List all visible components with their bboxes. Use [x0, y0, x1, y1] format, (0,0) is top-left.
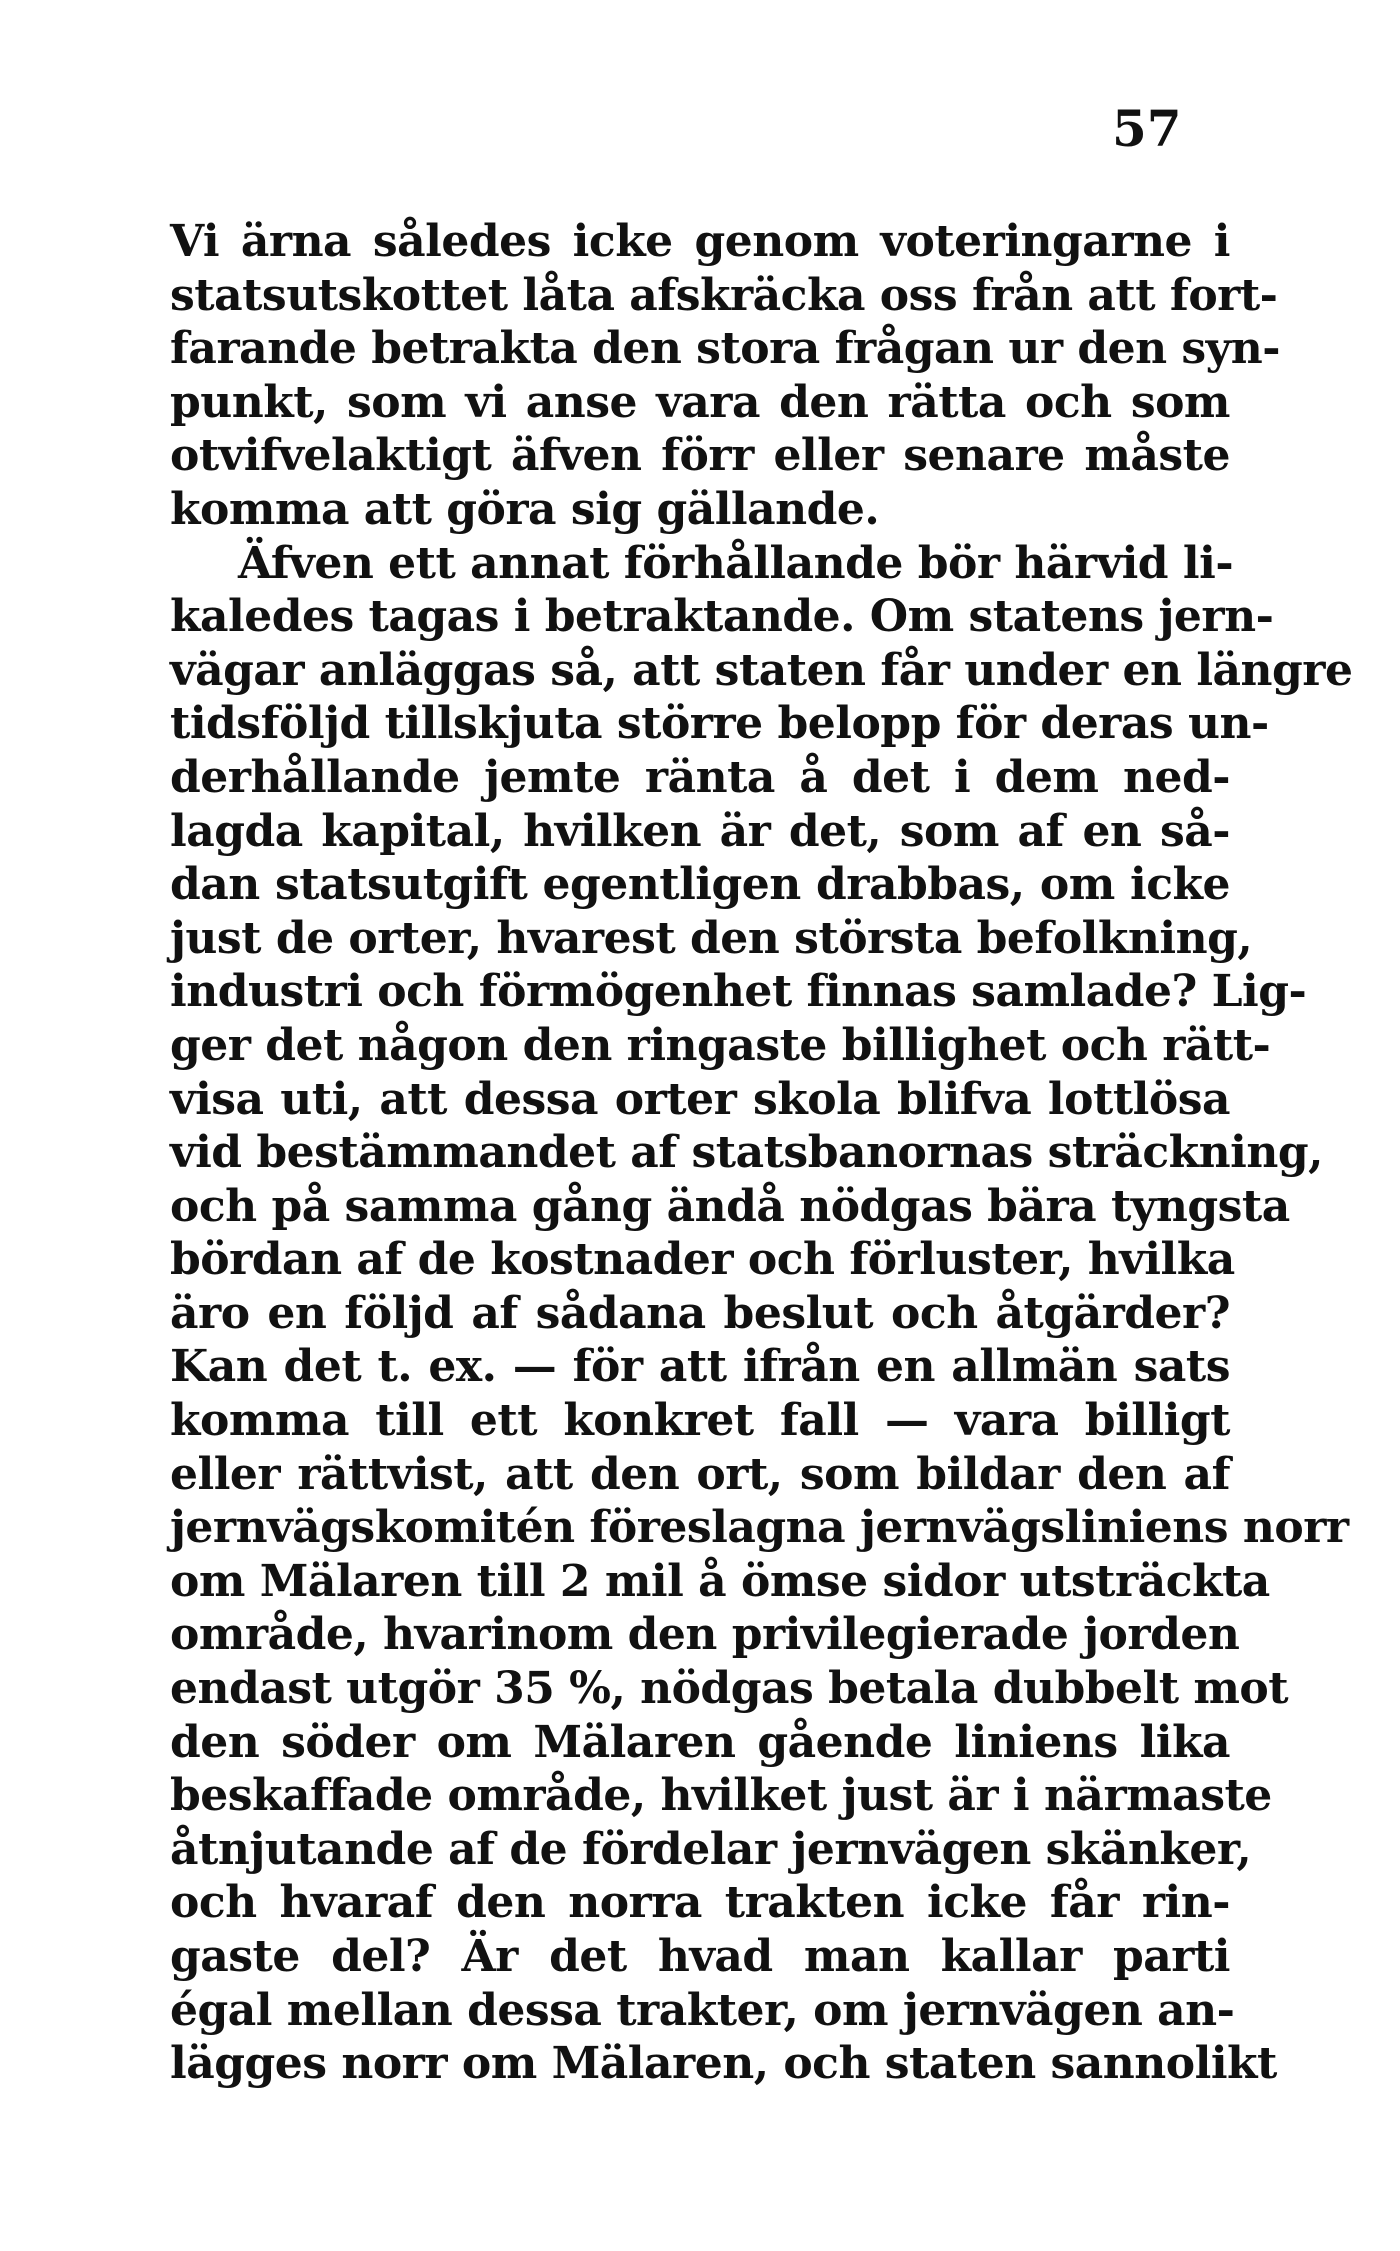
text-line: just de orter, hvarest den största befolkning,: [170, 912, 1253, 964]
text-line: farande betrakta den stora frågan ur den syn-: [170, 323, 1280, 375]
text-line: kaledes tagas i betraktande. Om statens jern-: [170, 591, 1274, 643]
text-line: om Mälaren till 2 mil å ömse sidor utsträckta: [170, 1555, 1270, 1607]
text-line: äro en följd af sådana beslut och åtgärder?: [170, 1287, 1230, 1339]
text-line: komma till ett konkret fall — vara billigt: [170, 1395, 1230, 1447]
text-line: Äfven ett annat förhållande bör härvid li-: [238, 537, 1234, 589]
text-line: vid bestämmandet af statsbanornas sträckning,: [170, 1127, 1323, 1179]
body-text: [170, 215, 1353, 2091]
text-line: ger det någon den ringaste billighet och rätt-: [170, 1019, 1271, 1071]
text-line: égal mellan dessa trakter, om jernvägen an-: [170, 1984, 1235, 2036]
text-line: åtnjutande af de fördelar jernvägen skänker,: [170, 1823, 1252, 1875]
text-line: och på samma gång ändå nödgas bära tyngsta: [170, 1180, 1290, 1232]
text-line: lagda kapital, hvilken är det, som af en så-: [170, 805, 1230, 857]
text-line: komma att göra sig gällande.: [170, 483, 880, 535]
text-line: område, hvarinom den privilegierade jorden: [170, 1609, 1240, 1661]
text-line: endast utgör 35 %, nödgas betala dubbelt mot: [170, 1663, 1289, 1715]
page-number: 57: [1112, 99, 1182, 158]
text-line: statsutskottet låta afskräcka oss från att fort-: [170, 269, 1278, 321]
text-line: Kan det t. ex. — för att ifrån en allmän sats: [170, 1341, 1230, 1393]
text-line: vägar anläggas så, att staten får under en längre: [170, 644, 1353, 696]
text-line: beskaffade område, hvilket just är i närmaste: [170, 1770, 1272, 1822]
text-line: bördan af de kostnader och förluster, hvilka: [170, 1234, 1235, 1286]
text-line: visa uti, att dessa orter skola blifva lottlösa: [170, 1073, 1230, 1125]
text-line: och hvaraf den norra trakten icke får rin-: [170, 1877, 1230, 1929]
text-line: derhållande jemte ränta å det i dem ned-: [170, 751, 1230, 803]
text-line: lägges norr om Mälaren, och staten sannolikt: [170, 2038, 1277, 2090]
text-line: tidsföljd tillskjuta större belopp för deras un-: [170, 698, 1269, 750]
text-line: jernvägskomitén föreslagna jernvägsliniens norr: [170, 1502, 1349, 1554]
text-line: punkt, som vi anse vara den rätta och som: [170, 376, 1230, 428]
text-line: Vi ärna således icke genom voteringarne i: [170, 216, 1230, 267]
text-line: otvifvelaktigt äfven förr eller senare måste: [170, 430, 1230, 482]
text-line: dan statsutgift egentligen drabbas, om icke: [170, 859, 1230, 911]
text-line: industri och förmögenhet finnas samlade? Lig-: [170, 966, 1307, 1018]
text-line: gaste del? Är det hvad man kallar parti: [170, 1931, 1230, 1982]
text-line: eller rättvist, att den ort, som bildar den af: [170, 1448, 1230, 1500]
text-line: den söder om Mälaren gående liniens lika: [170, 1716, 1230, 1768]
